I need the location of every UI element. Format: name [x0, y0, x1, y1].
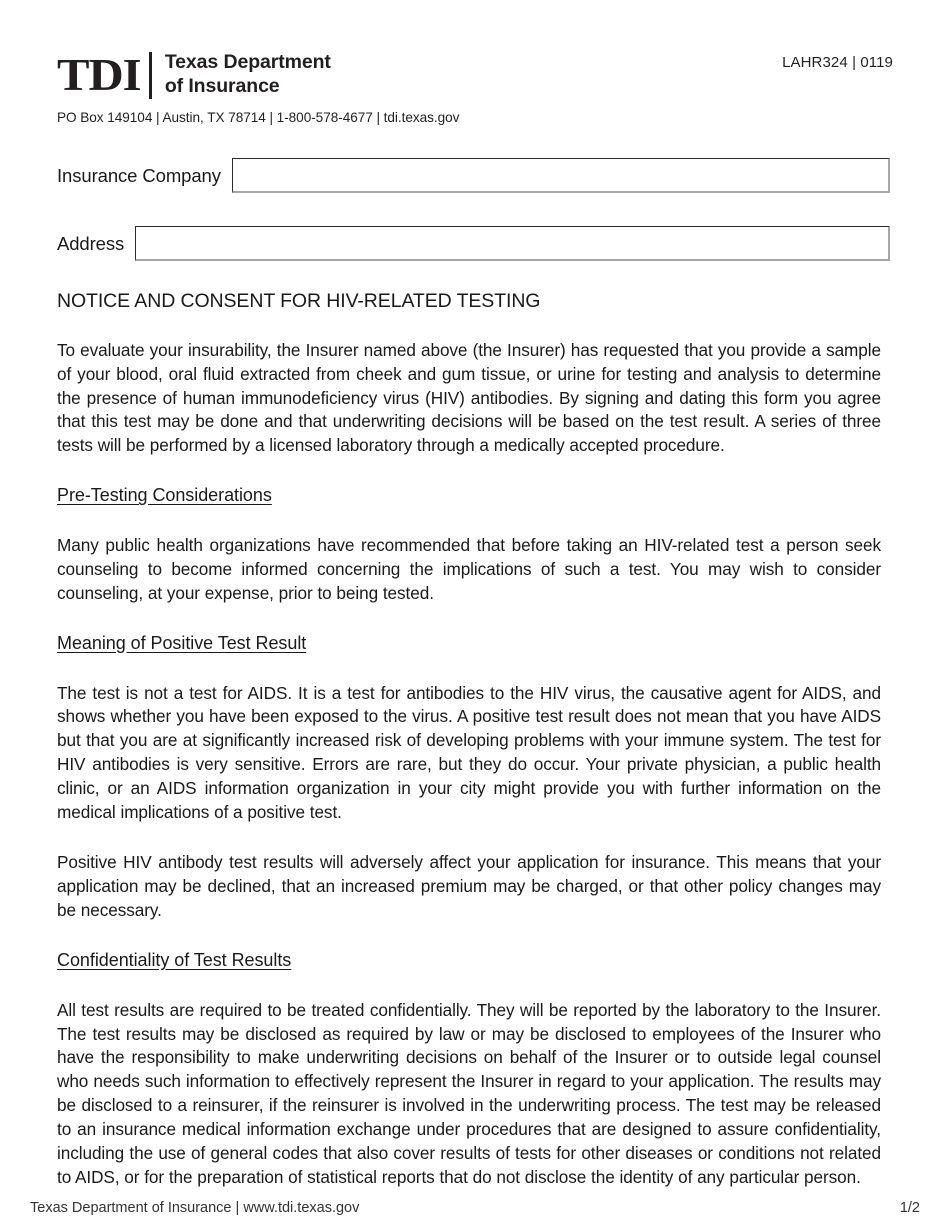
section-paragraph: Positive HIV antibody test results will adversely affect your application for insurance. This means that your application may be declined, that an increased premium may be charged, or that other policy changes may be necessary. — [57, 852, 881, 920]
insurance-company-label: Insurance Company — [57, 164, 221, 186]
agency-contact-line: PO Box 149104 | Austin, TX 78714 | 1-800-578-4677 | tdi.texas.gov — [57, 110, 460, 125]
intro-paragraph: To evaluate your insurability, the Insurer named above (the Insurer) has requested that you provide a sample of your blood, oral fluid extracted from cheek and gum tissue, or urine for testing and analysis to determine the presence of human immunodeficiency virus (HIV) antibodies. By signing and dating this form you agree that this test may be done and that underwriting decisions will be based on the test result. A series of three tests will be performed by a licensed laboratory through a medically accepted procedure. — [57, 340, 881, 456]
address-input[interactable] — [135, 226, 890, 261]
form-code: LAHR324 | 0119 — [782, 54, 893, 71]
section-heading-meaning-of-positive-test-result: Meaning of Positive Test Result — [57, 632, 307, 653]
section-paragraph: The test is not a test for AIDS. It is a test for antibodies to the HIV virus, the causative agent for AIDS, and shows whether you have been exposed to the virus. A positive test result does not mean that you have AIDS but that you are at significantly increased risk of developing problems with your immune system. The test for HIV antibodies is very sensitive. Errors are rare, but they do occur. Your private physician, a public health clinic, or an AIDS information organization in your city might provide you with further information on the medical implications of a positive test. — [57, 682, 881, 822]
document-title: NOTICE AND CONSENT FOR HIV-RELATED TESTING — [57, 290, 541, 312]
address-label: Address — [57, 232, 125, 254]
insurance-company-input[interactable] — [232, 158, 890, 193]
footer-agency-link: Texas Department of Insurance | www.tdi.texas.gov — [30, 1200, 360, 1216]
page-footer — [30, 1200, 920, 1216]
agency-name — [165, 51, 331, 99]
section-heading-pre-testing-considerations: Pre-Testing Considerations — [57, 485, 272, 506]
tdi-wordmark-icon: TDI — [57, 49, 141, 100]
insurance-company-field-row — [57, 158, 890, 193]
tdi-logo — [57, 46, 893, 104]
section-paragraph: All test results are required to be treated confidentially. They will be reported by the laboratory to the Insurer. The test results may be disclosed as required by law or may be disclosed to employees of the Insurer who have the responsibility to make underwriting decisions on behalf of the Insurer or to outside legal counsel who needs such information to effectively represent the Insurer in regard to your application. The results may be disclosed to a reinsurer, if the reinsurer is involved in the underwriting process. The test may be released to an insurance medical information exchange under procedures that are designed to assure confidentiality, including the use of general codes that also cover results of tests for other diseases or conditions not related to AIDS, or for the preparation of statistical reports that do not disclose the identity of any particular person. — [57, 999, 881, 1187]
section-heading-confidentiality-of-test-results: Confidentiality of Test Results — [57, 949, 292, 970]
agency-name-line1: Texas Department — [164, 51, 331, 74]
address-field-row — [57, 226, 890, 261]
page-header — [57, 46, 893, 116]
agency-name-line2: of Insurance — [164, 75, 280, 97]
section-paragraph: Many public health organizations have recommended that before taking an HIV-related test a person seek counseling to become informed concerning the implications of such a test. You may wish to consider counseling, at your expense, prior to being tested. — [57, 535, 881, 603]
page-number: 1/2 — [899, 1200, 920, 1216]
document-body — [57, 290, 881, 1189]
